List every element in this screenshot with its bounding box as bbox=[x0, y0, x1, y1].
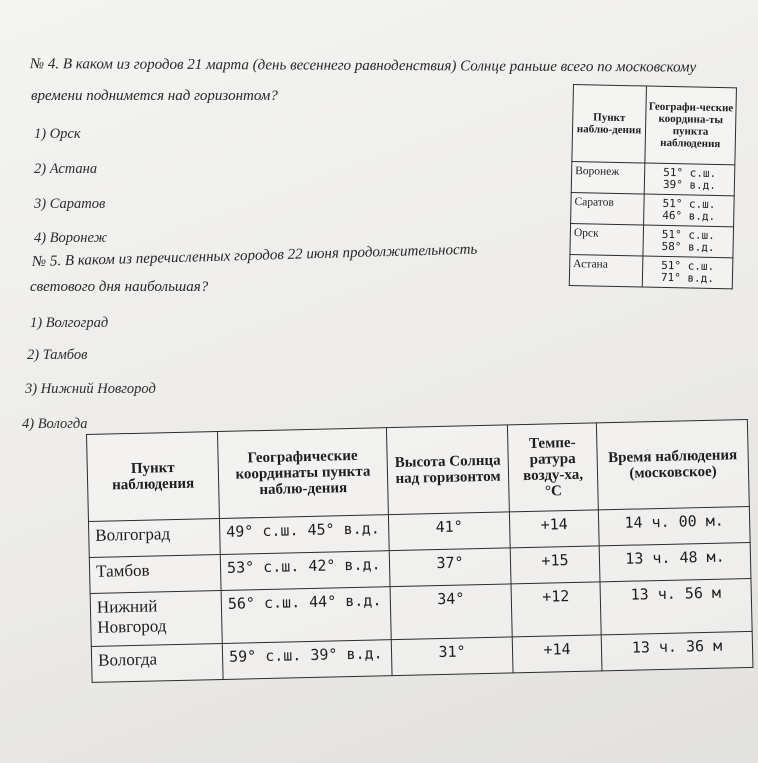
q5-option-3: 3) Нижний Новгород bbox=[25, 381, 156, 397]
q4-option-1: 1) Орск bbox=[34, 126, 81, 142]
cell-temperature: +12 bbox=[511, 582, 601, 637]
table-row bbox=[570, 223, 734, 257]
q4-option-3: 3) Саратов bbox=[34, 196, 106, 212]
cell-time: 13 ч. 56 м bbox=[600, 578, 752, 634]
q4-option-2: 2) Астана bbox=[34, 161, 98, 177]
cell-coords: 49° с.ш. 45° в.д. bbox=[219, 515, 389, 555]
cell-lon: 39° в.д. bbox=[662, 177, 717, 193]
cell-coords: 56° с.ш. 44° в.д. bbox=[221, 587, 391, 644]
cell-time: 14 ч. 00 м. bbox=[598, 506, 750, 545]
cell-coords bbox=[642, 256, 733, 289]
cell-sun-height: 37° bbox=[389, 548, 511, 587]
cell-coords bbox=[644, 194, 735, 227]
cell-coords: 53° с.ш. 42° в.д. bbox=[220, 551, 390, 591]
q4-option-4: 4) Воронеж bbox=[34, 230, 108, 246]
col-header-point: Пункт наблюдения bbox=[87, 432, 220, 522]
cell-city: Нижний Новгород bbox=[90, 590, 222, 646]
col-header-coords: Географические координаты пункта наблю-дения bbox=[217, 428, 388, 519]
cell-time: 13 ч. 36 м bbox=[601, 631, 753, 670]
cell-lat: 51° с.ш. bbox=[661, 227, 715, 243]
col-header-sun-height: Высота Солнца над горизонтом bbox=[386, 425, 509, 515]
col-header-coords: Географи-ческие координа-ты пункта наблюдения bbox=[645, 86, 737, 165]
cell-coords: 59° с.ш. 39° в.д. bbox=[222, 640, 392, 680]
q5-option-1: 1) Волгоград bbox=[30, 315, 109, 331]
cell-city: Тамбов bbox=[89, 554, 221, 593]
cell-lat: 51° с.ш. bbox=[663, 165, 717, 181]
coordinates-table bbox=[569, 84, 737, 289]
cell-lat: 51° с.ш. bbox=[662, 196, 716, 212]
cell-sun-height: 34° bbox=[390, 584, 512, 640]
cell-lon: 58° в.д. bbox=[661, 239, 715, 254]
table-header-row bbox=[572, 85, 737, 165]
cell-temperature: +14 bbox=[512, 635, 602, 673]
q5-option-2: 2) Тамбов bbox=[27, 347, 88, 363]
q4-line2: времени поднимется над горизонтом? bbox=[31, 88, 278, 104]
observations-table bbox=[86, 419, 753, 683]
table-row bbox=[571, 161, 735, 195]
cell-city: Воронеж bbox=[571, 161, 645, 194]
q5-option-4: 4) Вологда bbox=[22, 416, 88, 432]
cell-temperature: +15 bbox=[510, 546, 600, 584]
cell-sun-height: 31° bbox=[391, 637, 513, 676]
cell-coords bbox=[644, 163, 735, 196]
table-row bbox=[571, 192, 735, 226]
cell-city: Вологда bbox=[91, 643, 223, 682]
cell-city: Волгоград bbox=[88, 518, 220, 557]
q4-line1: № 4. В каком из городов 21 марта (день весеннего равноденствия) Солнце раньше всего по московскому bbox=[29, 56, 697, 76]
col-header-temperature: Темпе-ратура возду-ха, °С bbox=[507, 423, 598, 512]
cell-city: Орск bbox=[570, 223, 644, 256]
table-header-row bbox=[87, 419, 750, 521]
q5-line1: № 5. В каком из перечисленных городов 22 июня продолжительность bbox=[31, 241, 478, 270]
cell-lon: 46° в.д. bbox=[662, 208, 716, 224]
cell-lat: 51° с.ш. bbox=[661, 258, 715, 273]
cell-city: Астана bbox=[569, 254, 643, 287]
cell-time: 13 ч. 48 м. bbox=[599, 542, 751, 581]
col-header-time: Время наблюдения (московское) bbox=[596, 419, 749, 509]
cell-city: Саратов bbox=[571, 192, 645, 225]
col-header-point: Пункт наблю-дения bbox=[572, 85, 647, 164]
cell-sun-height: 41° bbox=[388, 512, 510, 551]
cell-temperature: +14 bbox=[509, 510, 599, 548]
cell-coords bbox=[643, 225, 734, 258]
cell-lon: 71° в.д. bbox=[660, 270, 715, 285]
table-row bbox=[569, 254, 733, 288]
q5-line2: светового дня наибольшая? bbox=[30, 279, 209, 295]
